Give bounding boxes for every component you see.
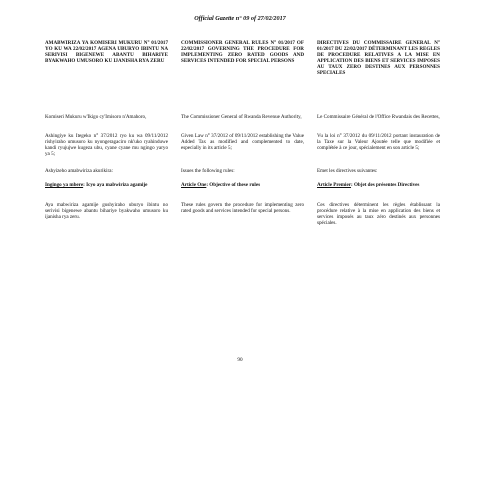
issues-french: Emet les directives suivantes:	[317, 168, 378, 174]
issues-kinyarwanda: Ashyizeho amabwiriza akurikira:	[45, 168, 113, 174]
authority-french: Le Commissaire Général de l'Office Rwandais des Recettes,	[317, 114, 440, 120]
article-label-kinyarwanda: Ingingo ya mbere	[45, 182, 84, 188]
issues-english: Issues the following rules:	[181, 168, 235, 174]
column-french	[317, 40, 440, 226]
article-body-kinyarwanda: Aya mabwiriza agamije gushyiraho uburyo ibintu no serivisi bigenewe abantu bihariye byakwaho umusoro ku ijanisha rya zeru.	[45, 202, 168, 221]
column-kinyarwanda	[45, 40, 168, 226]
article-heading-english	[181, 182, 304, 202]
gazette-header: Official Gazette n° 09 of 27/02/2017	[194, 15, 286, 22]
authority-kinyarwanda: Komiseri Mukuru w'Ikigo cy'Imisoro n'Amahoro,	[45, 114, 147, 120]
page-number: 90	[237, 357, 243, 363]
column-english	[181, 40, 304, 226]
article-label-french: Article Premier	[317, 182, 351, 188]
article-title-english: : Objective of these rules	[206, 182, 261, 188]
article-title-french: : Objet des présentes Directives	[350, 182, 420, 188]
article-title-kinyarwanda: : Icyo aya mabwiriza agamije	[83, 182, 148, 188]
rules-title-kinyarwanda: AMABWIRIZA YA KOMISERI MUKURU N° 01/2017 YO KU WA 22/02/2017 AGENA UBURYO IBINTU NA SERIVISI BIGENEWE ABANTU BIHARIYE BYAKWAHO UMUSORO KU IJANISHA RYA ZERU	[45, 40, 168, 65]
article-label-english: Article One	[181, 182, 207, 188]
legal-basis-kinyarwanda: Ashingiye ku Itegeko n° 37/2012 ryo ku wa 09/11/2012 rishyiraho umusoro ku nyongeragaciro nk'uko ryahinduwe kandi ryujujwe kugeza ubu, cyane cyane mu ngingo yaryo ya 5;	[45, 133, 168, 158]
authority-english: The Commissioner General of Rwanda Revenue Authority,	[181, 114, 302, 120]
article-heading-kinyarwanda	[45, 182, 168, 202]
article-body-english: These rules govern the procedure for implementing zero rated goods and services intended for special persons.	[181, 202, 304, 215]
trilingual-columns	[45, 40, 441, 226]
article-heading-french	[317, 182, 440, 202]
legal-basis-french: Vu la loi n° 37/2012 du 09/11/2012 portant instauration de la Taxe sur la Valeur Ajoutée telle que modifiée et complétée à ce jour, spécialement en son article 5;	[317, 133, 440, 152]
rules-title-english: COMMISSIONER GENERAL RULES N° 01/2017 OF 22/02/2017 GOVERNING THE PROCEDURE FOR IMPLEMENTING ZERO RATED GOODS AND SERVICES INTENDED FOR SPECIAL PERSONS	[181, 40, 304, 65]
article-body-french: Ces directives déterminent les règles établissant la procédure relative à la mise en application des biens et services imposés au taux zéro destinés aux personnes spéciales.	[317, 202, 440, 227]
legal-basis-english: Given Law n° 37/2012 of 09/11/2012 establishing the Value Added Tax as modified and complemented to date, especially in its article 5;	[181, 133, 304, 152]
rules-title-french: DIRECTIVES DU COMMISSAIRE GENERAL N° 01/2017 DU 22/02/2017 DÉTERMINANT LES REGLES DE PROCEDURE RELATIVES A LA MISE EN APPLICATION DES BIENS ET SERVICES IMPOSES AU TAUX ZERO DESTINES AUX PERSONNES SPECIALES	[317, 40, 440, 77]
